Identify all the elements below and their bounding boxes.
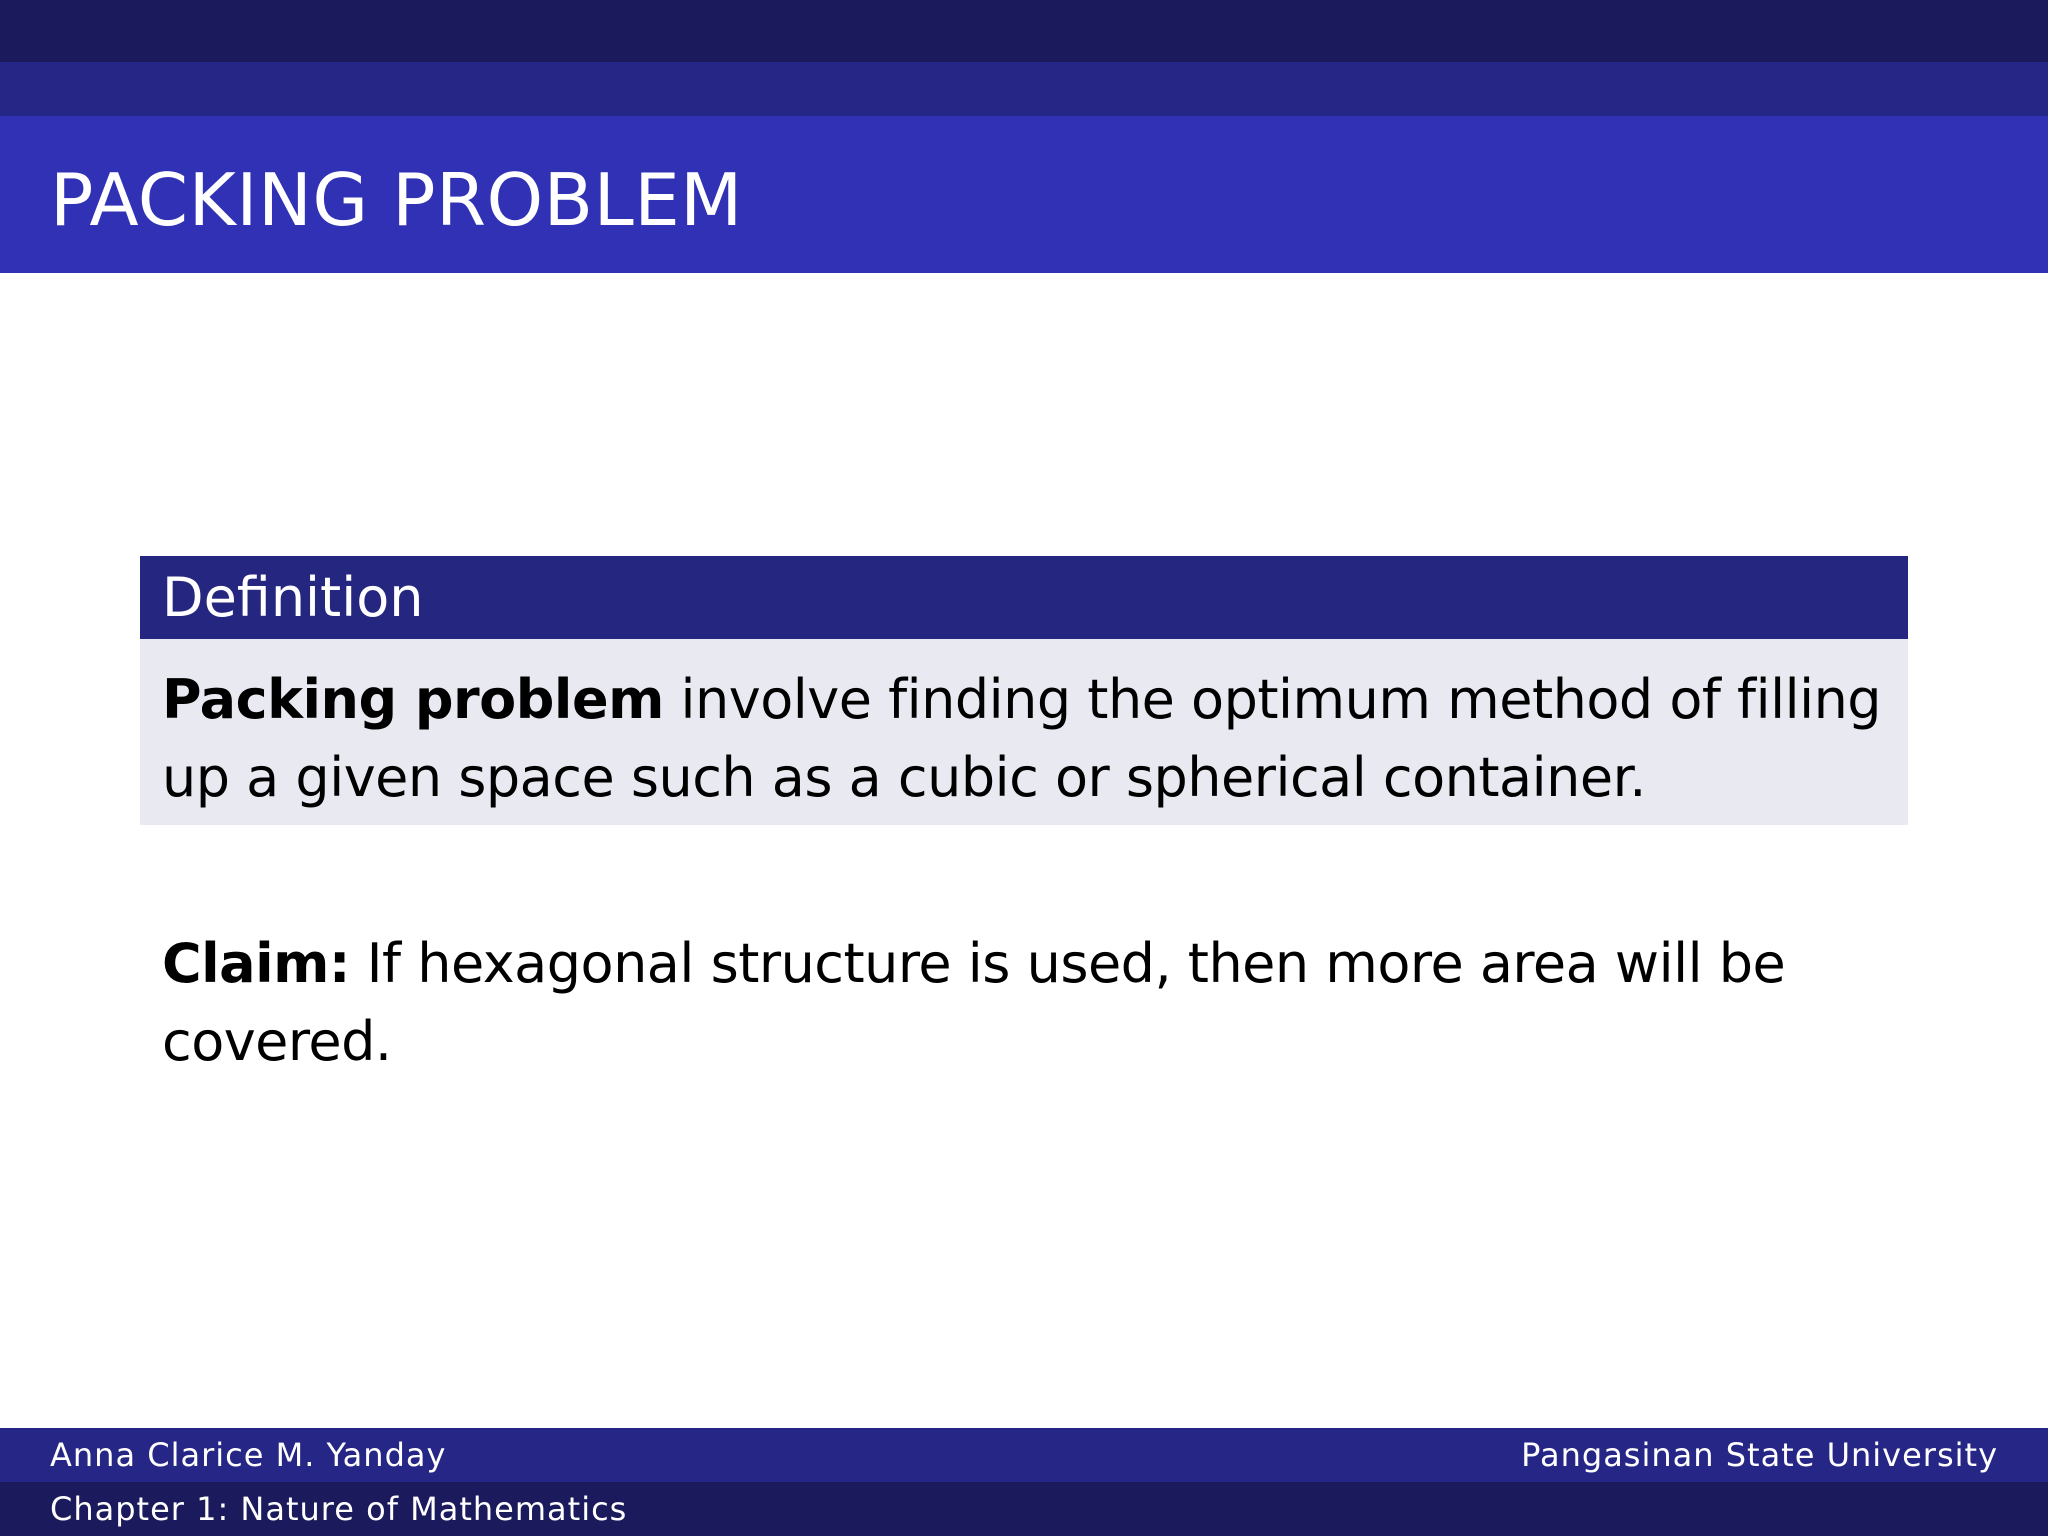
header-middle-band: [0, 62, 2048, 116]
slide-title: PACKING PROBLEM: [50, 158, 743, 242]
definition-description: involve finding the optimum method of filling up a given space such as a cubic or spherical container.: [162, 668, 1882, 809]
definition-text: [162, 661, 1892, 817]
footer-top-band: [0, 1428, 2048, 1482]
claim-text: If hexagonal structure is used, then more area will be covered.: [162, 932, 1786, 1073]
header-top-band: [0, 0, 2048, 62]
claim-paragraph: [162, 925, 1882, 1081]
definition-term: Packing problem: [162, 668, 664, 731]
footer-author: Anna Clarice M. Yanday: [50, 1436, 447, 1474]
definition-block-title: Definition: [162, 566, 424, 629]
definition-block-header: [140, 556, 1908, 639]
definition-block-body: [140, 639, 1908, 825]
footer-bottom-band: [0, 1482, 2048, 1536]
claim-label: Claim:: [162, 932, 350, 995]
footer-university: Pangasinan State University: [1521, 1436, 1998, 1474]
footer-chapter: Chapter 1: Nature of Mathematics: [50, 1490, 628, 1528]
